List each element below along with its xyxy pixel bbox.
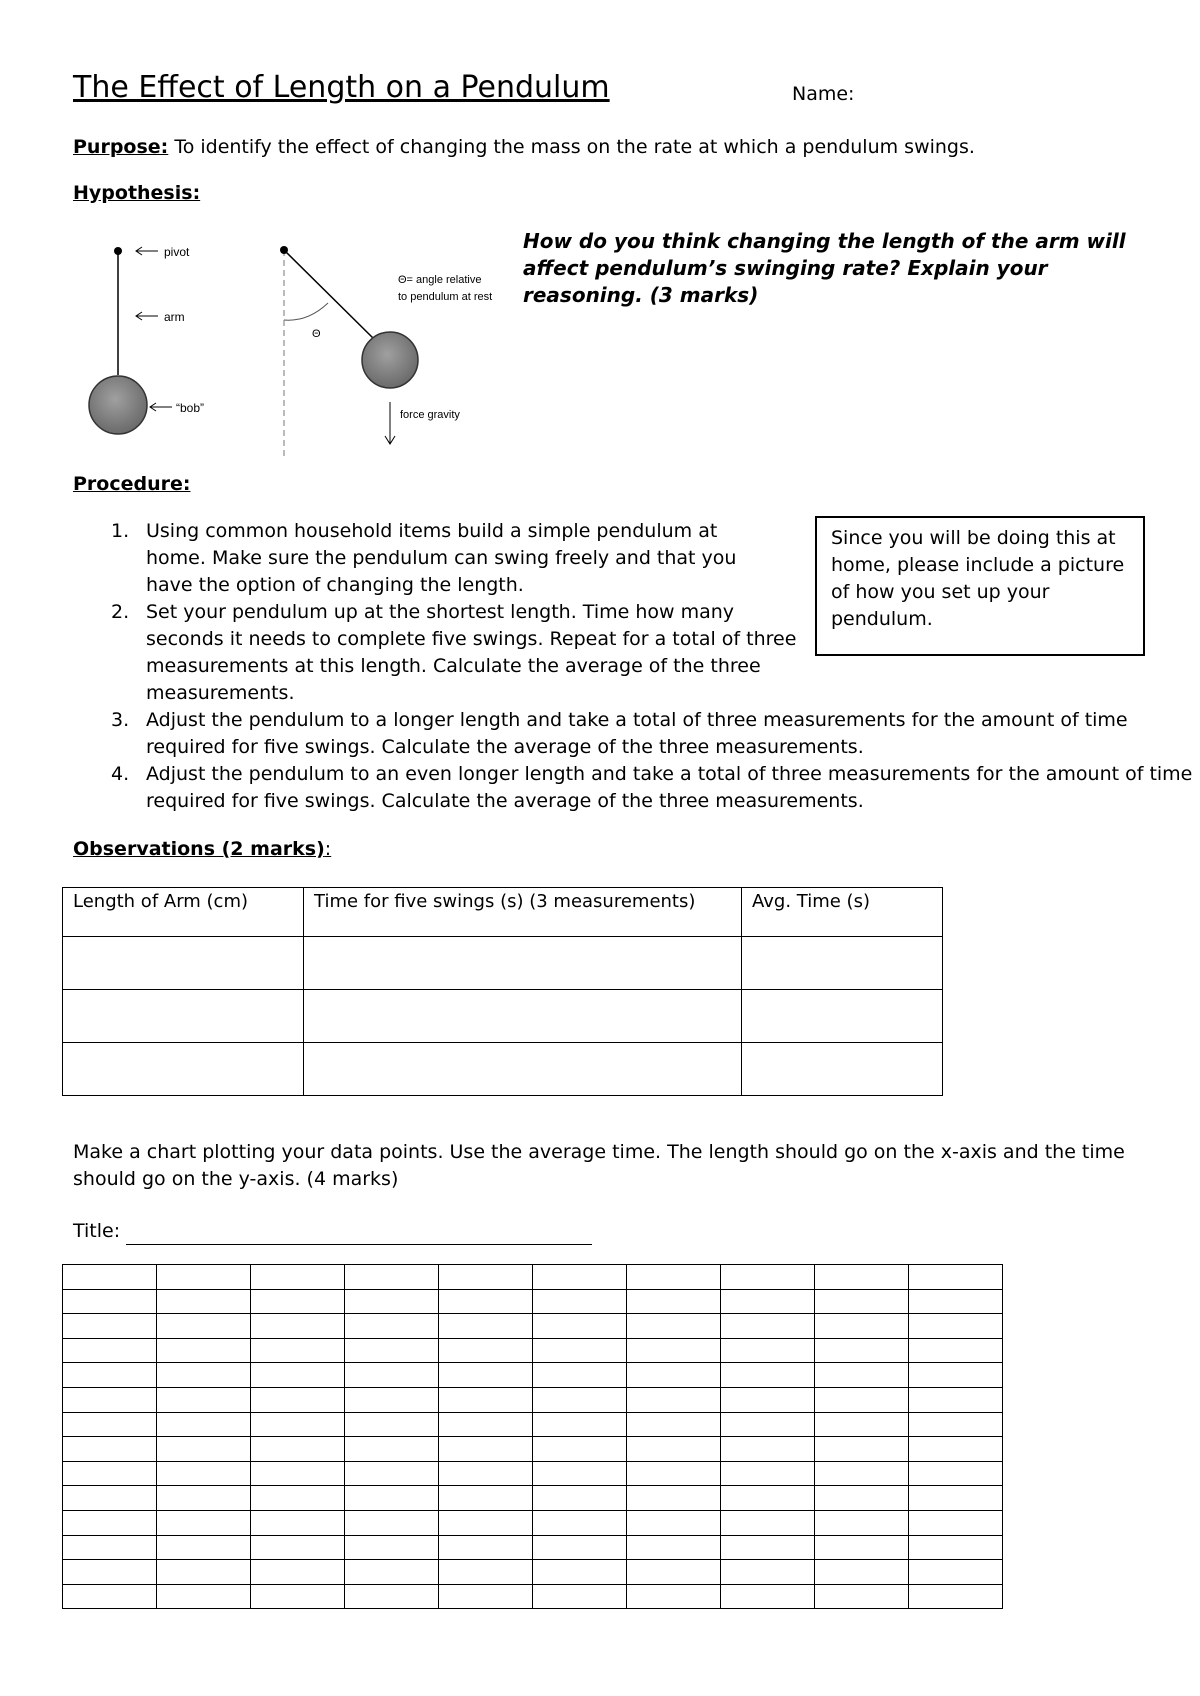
- grid-cell: [909, 1289, 1003, 1314]
- grid-cell: [63, 1437, 157, 1462]
- grid-cell: [721, 1338, 815, 1363]
- grid-cell: [909, 1486, 1003, 1511]
- grid-cell: [815, 1314, 909, 1339]
- grid-cell: [63, 1486, 157, 1511]
- grid-cell: [815, 1289, 909, 1314]
- grid-cell: [533, 1510, 627, 1535]
- grid-cell: [909, 1265, 1003, 1290]
- grid-cell: [439, 1584, 533, 1609]
- grid-cell: [345, 1265, 439, 1290]
- grid-cell: [721, 1560, 815, 1585]
- grid-cell: [63, 1314, 157, 1339]
- angle-label-line1: Θ= angle relative: [398, 274, 482, 286]
- hypothesis-heading: Hypothesis:: [73, 182, 201, 204]
- grid-cell: [721, 1387, 815, 1412]
- grid-cell: [627, 1510, 721, 1535]
- grid-cell: [157, 1510, 251, 1535]
- grid-cell: [627, 1412, 721, 1437]
- grid-row: [63, 1584, 1003, 1609]
- grid-cell: [345, 1461, 439, 1486]
- grid-cell: [815, 1265, 909, 1290]
- grid-cell: [63, 1363, 157, 1388]
- procedure-step-3: 3. Adjust the pendulum to a longer length and take a total of three measurements for the amount of time required for five swings. Calculate the average of the three measurements.: [111, 709, 1128, 758]
- grid-cell: [533, 1560, 627, 1585]
- grid-row: [63, 1535, 1003, 1560]
- grid-row: [63, 1510, 1003, 1535]
- grid-cell: [251, 1437, 345, 1462]
- grid-cell: [439, 1486, 533, 1511]
- grid-row: [63, 1461, 1003, 1486]
- grid-cell: [815, 1412, 909, 1437]
- grid-cell: [627, 1314, 721, 1339]
- grid-row: [63, 1387, 1003, 1412]
- grid-cell: [627, 1584, 721, 1609]
- grid-cell: [157, 1314, 251, 1339]
- arm-label: arm: [164, 310, 185, 324]
- grid-cell: [627, 1387, 721, 1412]
- grid-cell: [63, 1510, 157, 1535]
- grid-cell: [721, 1535, 815, 1560]
- grid-row: [63, 1289, 1003, 1314]
- grid-cell: [345, 1486, 439, 1511]
- grid-cell: [815, 1437, 909, 1462]
- grid-cell: [533, 1265, 627, 1290]
- grid-cell: [63, 1338, 157, 1363]
- grid-cell: [627, 1437, 721, 1462]
- time-cell[interactable]: [304, 1043, 742, 1096]
- procedure-step-2: 2. Set your pendulum up at the shortest length. Time how many seconds it needs to complete five swings. Repeat for a total of three measurements at this length. Calculate the average of the three measurements.: [111, 601, 797, 704]
- purpose-text: To identify the effect of changing the mass on the rate at which a pendulum swings.: [168, 136, 975, 158]
- pivot-label: pivot: [164, 245, 190, 259]
- grid-cell: [439, 1363, 533, 1388]
- grid-cell: [63, 1387, 157, 1412]
- grid-cell: [533, 1486, 627, 1511]
- grid-cell: [63, 1560, 157, 1585]
- name-label: Name:: [792, 83, 855, 105]
- grid-cell: [345, 1412, 439, 1437]
- grid-cell: [251, 1486, 345, 1511]
- table-row: [63, 937, 943, 990]
- grid-cell: [815, 1486, 909, 1511]
- grid-cell: [909, 1437, 1003, 1462]
- grid-cell: [627, 1560, 721, 1585]
- grid-cell: [251, 1265, 345, 1290]
- grid-cell: [439, 1510, 533, 1535]
- grid-row: [63, 1338, 1003, 1363]
- grid-cell: [721, 1584, 815, 1609]
- grid-cell: [909, 1338, 1003, 1363]
- table-row: [63, 1043, 943, 1096]
- grid-cell: [251, 1289, 345, 1314]
- grid-cell: [345, 1387, 439, 1412]
- graph-paper-grid: [62, 1264, 1003, 1609]
- grid-cell: [439, 1289, 533, 1314]
- grid-cell: [909, 1510, 1003, 1535]
- grid-cell: [721, 1510, 815, 1535]
- procedure-heading: Procedure:: [73, 473, 191, 495]
- grid-cell: [157, 1584, 251, 1609]
- grid-cell: [815, 1510, 909, 1535]
- grid-cell: [721, 1461, 815, 1486]
- grid-cell: [251, 1584, 345, 1609]
- grid-cell: [63, 1461, 157, 1486]
- grid-row: [63, 1265, 1003, 1290]
- grid-cell: [63, 1584, 157, 1609]
- time-cell[interactable]: [304, 937, 742, 990]
- grid-row: [63, 1363, 1003, 1388]
- grid-cell: [157, 1289, 251, 1314]
- grid-cell: [63, 1535, 157, 1560]
- page-title: The Effect of Length on a Pendulum: [73, 70, 610, 105]
- angle-label-line2: to pendulum at rest: [398, 291, 493, 303]
- grid-cell: [345, 1338, 439, 1363]
- grid-cell: [533, 1338, 627, 1363]
- grid-cell: [157, 1486, 251, 1511]
- grid-cell: [63, 1412, 157, 1437]
- grid-cell: [627, 1363, 721, 1388]
- grid-cell: [909, 1584, 1003, 1609]
- grid-cell: [721, 1289, 815, 1314]
- grid-cell: [721, 1265, 815, 1290]
- grid-cell: [251, 1535, 345, 1560]
- length-cell[interactable]: [63, 937, 304, 990]
- grid-cell: [439, 1461, 533, 1486]
- chart-instructions: Make a chart plotting your data points. Use the average time. The length should go on the x-axis and the time should go on the y-axis. (4 marks): [73, 1141, 1125, 1190]
- grid-cell: [157, 1535, 251, 1560]
- grid-cell: [157, 1265, 251, 1290]
- grid-cell: [721, 1314, 815, 1339]
- grid-cell: [909, 1461, 1003, 1486]
- length-cell[interactable]: [63, 1043, 304, 1096]
- grid-cell: [345, 1584, 439, 1609]
- grid-cell: [251, 1387, 345, 1412]
- grid-cell: [439, 1265, 533, 1290]
- grid-cell: [533, 1461, 627, 1486]
- grid-cell: [157, 1363, 251, 1388]
- grid-cell: [627, 1289, 721, 1314]
- grid-cell: [157, 1412, 251, 1437]
- purpose-line: [73, 134, 975, 161]
- grid-row: [63, 1560, 1003, 1585]
- length-cell[interactable]: [63, 990, 304, 1043]
- force-gravity-label: force gravity: [400, 409, 460, 421]
- grid-cell: [251, 1510, 345, 1535]
- grid-cell: [721, 1412, 815, 1437]
- grid-cell: [627, 1338, 721, 1363]
- chart-title-line: [73, 1218, 592, 1245]
- grid-cell: [533, 1289, 627, 1314]
- avg-cell[interactable]: [742, 990, 943, 1043]
- column-header-avg: Avg. Time (s): [742, 888, 943, 937]
- grid-cell: [345, 1289, 439, 1314]
- chart-title-blank[interactable]: [126, 1224, 592, 1245]
- grid-cell: [439, 1338, 533, 1363]
- grid-cell: [533, 1412, 627, 1437]
- grid-cell: [533, 1584, 627, 1609]
- grid-cell: [439, 1314, 533, 1339]
- grid-cell: [815, 1461, 909, 1486]
- grid-cell: [251, 1363, 345, 1388]
- grid-cell: [63, 1265, 157, 1290]
- grid-cell: [345, 1560, 439, 1585]
- grid-cell: [721, 1363, 815, 1388]
- procedure-step-4: 4. Adjust the pendulum to an even longer length and take a total of three measurements for the amount of time required for five swings. Calculate the average of the three measurements.: [111, 763, 1193, 812]
- grid-row: [63, 1314, 1003, 1339]
- observations-table: [62, 887, 943, 1096]
- grid-cell: [815, 1560, 909, 1585]
- grid-cell: [721, 1437, 815, 1462]
- grid-cell: [815, 1363, 909, 1388]
- grid-cell: [533, 1314, 627, 1339]
- grid-cell: [439, 1437, 533, 1462]
- theta-label: Θ: [312, 328, 321, 340]
- grid-cell: [909, 1387, 1003, 1412]
- grid-cell: [439, 1412, 533, 1437]
- grid-cell: [909, 1363, 1003, 1388]
- grid-cell: [345, 1510, 439, 1535]
- avg-cell[interactable]: [742, 937, 943, 990]
- grid-cell: [157, 1338, 251, 1363]
- grid-cell: [439, 1387, 533, 1412]
- grid-cell: [251, 1461, 345, 1486]
- grid-cell: [345, 1535, 439, 1560]
- grid-cell: [721, 1486, 815, 1511]
- observations-heading: Observations (2 marks):: [73, 838, 332, 860]
- grid-cell: [439, 1535, 533, 1560]
- grid-cell: [815, 1387, 909, 1412]
- column-header-time: Time for five swings (s) (3 measurements): [304, 888, 742, 937]
- grid-cell: [157, 1387, 251, 1412]
- grid-cell: [251, 1560, 345, 1585]
- grid-row: [63, 1412, 1003, 1437]
- grid-cell: [627, 1265, 721, 1290]
- grid-cell: [345, 1363, 439, 1388]
- procedure-step-1: 1. Using common household items build a simple pendulum at home. Make sure the pendulum can swing freely and that you have the option of changing the length.: [111, 520, 737, 596]
- grid-cell: [157, 1461, 251, 1486]
- grid-cell: [345, 1437, 439, 1462]
- grid-cell: [909, 1314, 1003, 1339]
- grid-cell: [627, 1535, 721, 1560]
- time-cell[interactable]: [304, 990, 742, 1043]
- grid-cell: [533, 1363, 627, 1388]
- grid-cell: [157, 1437, 251, 1462]
- home-setup-note: Since you will be doing this at home, please include a picture of how you set up your pendulum.: [815, 516, 1145, 656]
- grid-row: [63, 1486, 1003, 1511]
- purpose-label: Purpose:: [73, 136, 169, 158]
- grid-cell: [533, 1387, 627, 1412]
- column-header-length: Length of Arm (cm): [63, 888, 304, 937]
- table-row: [63, 990, 943, 1043]
- grid-cell: [627, 1486, 721, 1511]
- grid-cell: [533, 1535, 627, 1560]
- grid-cell: [909, 1535, 1003, 1560]
- grid-cell: [251, 1412, 345, 1437]
- chart-title-label: Title:: [73, 1220, 121, 1242]
- grid-cell: [63, 1289, 157, 1314]
- grid-cell: [815, 1584, 909, 1609]
- grid-cell: [157, 1560, 251, 1585]
- hypothesis-question: How do you think changing the length of the arm will affect pendulum’s swinging rate? Explain your reasoning. (3 marks): [523, 229, 1126, 307]
- pendulum-diagram: [80, 232, 510, 460]
- grid-cell: [909, 1560, 1003, 1585]
- grid-cell: [909, 1412, 1003, 1437]
- grid-cell: [627, 1461, 721, 1486]
- grid-cell: [251, 1314, 345, 1339]
- grid-cell: [815, 1338, 909, 1363]
- grid-cell: [533, 1437, 627, 1462]
- bob-label: “bob”: [176, 401, 205, 415]
- grid-cell: [345, 1314, 439, 1339]
- grid-cell: [439, 1560, 533, 1585]
- table-header-row: [63, 888, 943, 937]
- grid-cell: [815, 1535, 909, 1560]
- grid-cell: [251, 1338, 345, 1363]
- avg-cell[interactable]: [742, 1043, 943, 1096]
- grid-row: [63, 1437, 1003, 1462]
